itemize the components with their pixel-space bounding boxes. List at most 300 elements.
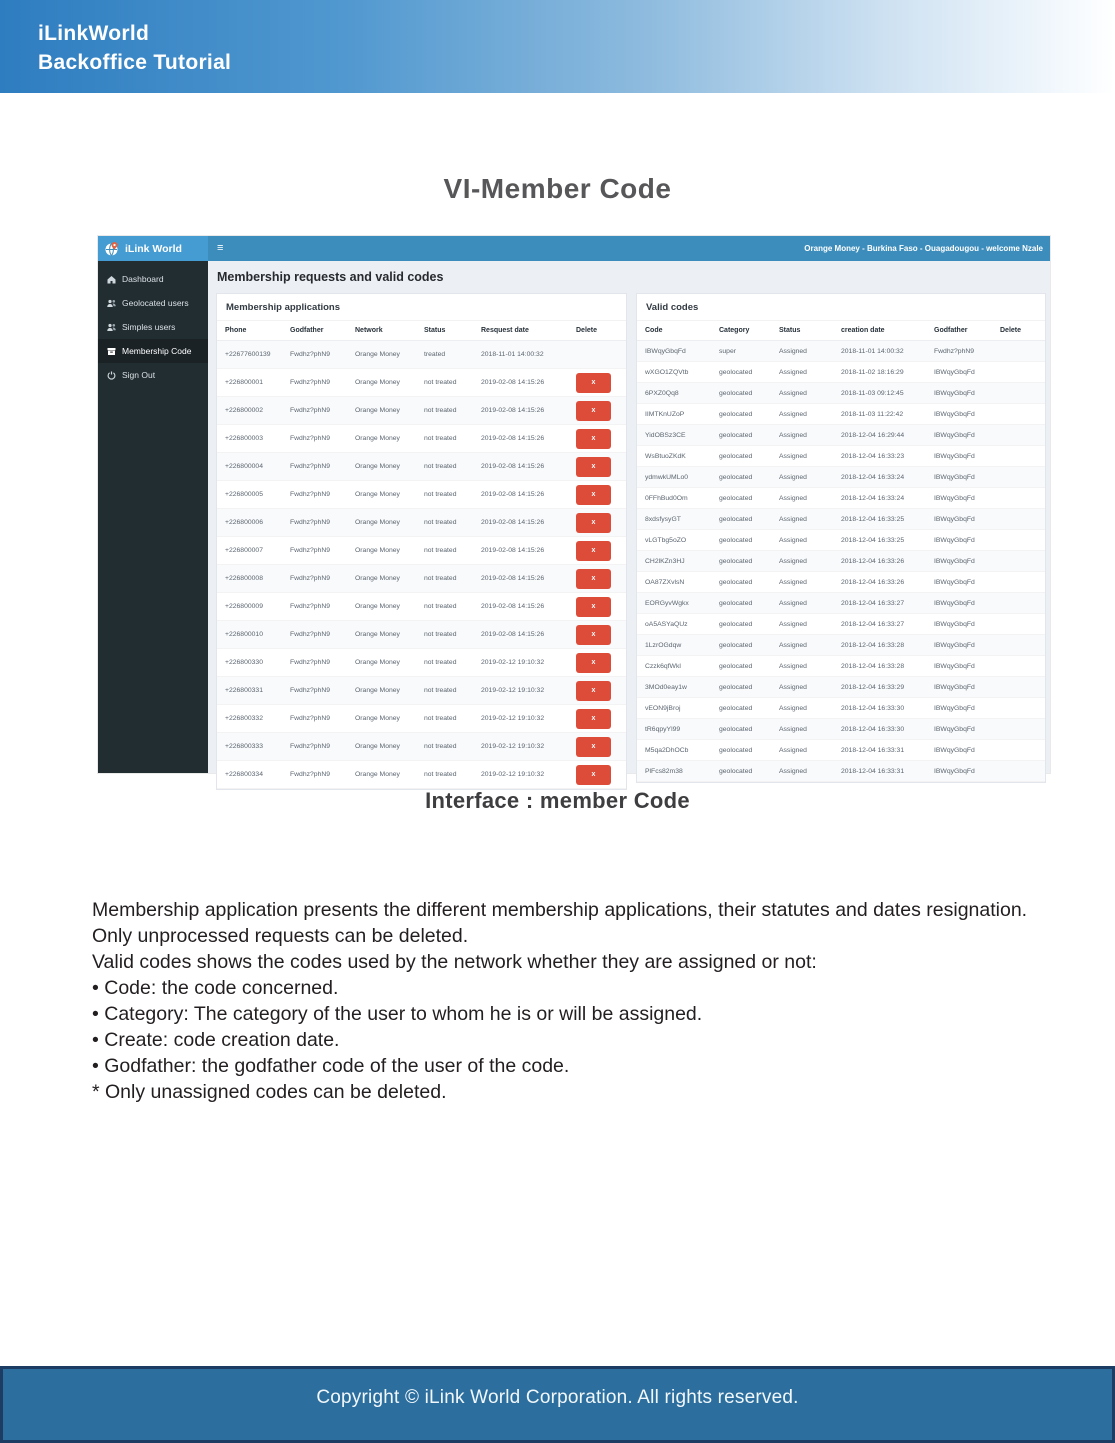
status-cell: not treated: [421, 397, 478, 425]
application-row: [217, 761, 626, 789]
code-delete-cell: [997, 635, 1045, 656]
code-delete-cell: [997, 698, 1045, 719]
delete-cell: [573, 341, 626, 369]
sidebar-item-simples-users[interactable]: [98, 315, 208, 339]
copyright-text: Copyright © iLink World Corporation. All rights reserved.: [316, 1387, 799, 1408]
app-navbar: [98, 236, 1050, 261]
code-status-cell: Assigned: [776, 677, 838, 698]
simples-users-icon: [107, 323, 116, 332]
membership-code-icon: [107, 347, 116, 356]
code-godfather-cell: IBWqyGbqFd: [931, 488, 997, 509]
code-cell: wXGO1ZQVtb: [637, 362, 716, 383]
code-row: [637, 698, 1045, 719]
category-cell: geolocated: [716, 362, 776, 383]
body-text-line: Membership application presents the different membership applications, their statutes and dates resignation. Only unprocessed requests can be deleted.: [92, 899, 1028, 947]
phone-cell: +226800005: [217, 481, 287, 509]
code-delete-cell: [997, 341, 1045, 362]
status-cell: not treated: [421, 509, 478, 537]
code-cell: 0FFhBud0Om: [637, 488, 716, 509]
category-cell: geolocated: [716, 761, 776, 782]
code-cell: 6PXZ0Qq8: [637, 383, 716, 404]
network-cell: Orange Money: [352, 481, 421, 509]
topbar-user-context[interactable]: Orange Money - Burkina Faso - Ouagadougou - welcome Nzale: [804, 244, 1043, 253]
category-cell: geolocated: [716, 488, 776, 509]
delete-cell: [573, 509, 626, 537]
codes-column-header: Code: [637, 321, 716, 341]
creation-date-cell: 2018-12-04 16:33:31: [838, 740, 931, 761]
code-cell: IIMTKnUZoP: [637, 404, 716, 425]
code-godfather-cell: IBWqyGbqFd: [931, 761, 997, 782]
code-godfather-cell: IBWqyGbqFd: [931, 698, 997, 719]
delete-cell: [573, 397, 626, 425]
code-delete-cell: [997, 383, 1045, 404]
code-cell: OA87ZXvlsN: [637, 572, 716, 593]
creation-date-cell: 2018-12-04 16:33:28: [838, 635, 931, 656]
code-row: [637, 362, 1045, 383]
application-row: [217, 733, 626, 761]
delete-cell: [573, 677, 626, 705]
body-text-line: • Create: code creation date.: [92, 1029, 340, 1051]
page-title: VI-Member Code: [443, 173, 672, 204]
application-row: [217, 593, 626, 621]
code-status-cell: Assigned: [776, 593, 838, 614]
code-delete-cell: [997, 404, 1045, 425]
request-date-cell: 2019-02-08 14:15:26: [478, 509, 573, 537]
code-godfather-cell: IBWqyGbqFd: [931, 383, 997, 404]
code-status-cell: Assigned: [776, 404, 838, 425]
godfather-cell: Fwdhz?phN9: [287, 733, 352, 761]
sidebar-item-label: Simples users: [122, 322, 176, 332]
delete-x-button[interactable]: x: [576, 485, 611, 505]
request-date-cell: 2019-02-08 14:15:26: [478, 453, 573, 481]
code-godfather-cell: IBWqyGbqFd: [931, 362, 997, 383]
code-row: [637, 383, 1045, 404]
code-delete-cell: [997, 593, 1045, 614]
status-cell: not treated: [421, 705, 478, 733]
phone-cell: +226800330: [217, 649, 287, 677]
code-row: [637, 530, 1045, 551]
category-cell: geolocated: [716, 719, 776, 740]
delete-x-button[interactable]: x: [576, 709, 611, 729]
code-cell: CH2lKZn3HJ: [637, 551, 716, 572]
code-cell: 8xdsfysyGT: [637, 509, 716, 530]
delete-x-button[interactable]: x: [576, 429, 611, 449]
codes-column-header: Godfather: [931, 321, 997, 341]
category-cell: geolocated: [716, 656, 776, 677]
godfather-cell: Fwdhz?phN9: [287, 593, 352, 621]
delete-cell: [573, 481, 626, 509]
network-cell: Orange Money: [352, 425, 421, 453]
app-brand-label: iLink World: [125, 242, 182, 255]
delete-x-button[interactable]: x: [576, 373, 611, 393]
status-cell: not treated: [421, 565, 478, 593]
code-cell: Czzk6qfWkl: [637, 656, 716, 677]
category-cell: geolocated: [716, 698, 776, 719]
code-godfather-cell: IBWqyGbqFd: [931, 614, 997, 635]
creation-date-cell: 2018-12-04 16:33:26: [838, 551, 931, 572]
status-cell: not treated: [421, 621, 478, 649]
application-row: [217, 705, 626, 733]
request-date-cell: 2019-02-12 19:10:32: [478, 705, 573, 733]
creation-date-cell: 2018-12-04 16:33:30: [838, 698, 931, 719]
delete-x-button[interactable]: x: [576, 569, 611, 589]
code-delete-cell: [997, 677, 1045, 698]
code-row: [637, 446, 1045, 467]
code-cell: vLGTbg5oZO: [637, 530, 716, 551]
delete-cell: [573, 453, 626, 481]
application-row: [217, 621, 626, 649]
code-row: [637, 656, 1045, 677]
code-cell: tR6qpyYl99: [637, 719, 716, 740]
body-text-line: • Code: the code concerned.: [92, 977, 339, 999]
valid-codes-panel-title: Valid codes: [637, 294, 1045, 321]
phone-cell: +226800006: [217, 509, 287, 537]
status-cell: not treated: [421, 593, 478, 621]
category-cell: geolocated: [716, 551, 776, 572]
code-cell: M5qa2DhOCb: [637, 740, 716, 761]
applications-column-header: Godfather: [287, 321, 352, 341]
delete-cell: [573, 537, 626, 565]
creation-date-cell: 2018-12-04 16:33:29: [838, 677, 931, 698]
creation-date-cell: 2018-12-04 16:33:26: [838, 572, 931, 593]
godfather-cell: Fwdhz?phN9: [287, 649, 352, 677]
delete-x-button[interactable]: x: [576, 541, 611, 561]
application-row: [217, 509, 626, 537]
request-date-cell: 2019-02-08 14:15:26: [478, 397, 573, 425]
network-cell: Orange Money: [352, 341, 421, 369]
category-cell: super: [716, 341, 776, 362]
creation-date-cell: 2018-12-04 16:33:27: [838, 593, 931, 614]
delete-x-button[interactable]: x: [576, 457, 611, 477]
application-row: [217, 453, 626, 481]
globe-pin-logo-icon: [104, 241, 120, 257]
code-delete-cell: [997, 362, 1045, 383]
code-row: [637, 614, 1045, 635]
code-godfather-cell: IBWqyGbqFd: [931, 635, 997, 656]
sidebar-item-label: Geolocated users: [122, 298, 189, 308]
network-cell: Orange Money: [352, 705, 421, 733]
sidebar-item-label: Dashboard: [122, 274, 164, 284]
banner-title: iLinkWorld: [38, 22, 150, 45]
godfather-cell: Fwdhz?phN9: [287, 397, 352, 425]
godfather-cell: Fwdhz?phN9: [287, 621, 352, 649]
body-text-line: Valid codes shows the codes used by the network whether they are assigned or not:: [92, 951, 817, 973]
codes-column-header: Category: [716, 321, 776, 341]
code-godfather-cell: IBWqyGbqFd: [931, 467, 997, 488]
code-status-cell: Assigned: [776, 635, 838, 656]
app-logo[interactable]: [98, 236, 208, 261]
code-delete-cell: [997, 530, 1045, 551]
status-cell: not treated: [421, 649, 478, 677]
code-delete-cell: [997, 572, 1045, 593]
creation-date-cell: 2018-12-04 16:33:31: [838, 761, 931, 782]
network-cell: Orange Money: [352, 593, 421, 621]
code-row: [637, 488, 1045, 509]
code-cell: IBWqyGbqFd: [637, 341, 716, 362]
status-cell: not treated: [421, 677, 478, 705]
creation-date-cell: 2018-11-02 18:16:29: [838, 362, 931, 383]
codes-column-header: Delete: [997, 321, 1045, 341]
code-delete-cell: [997, 761, 1045, 782]
code-godfather-cell: IBWqyGbqFd: [931, 404, 997, 425]
godfather-cell: Fwdhz?phN9: [287, 425, 352, 453]
network-cell: Orange Money: [352, 565, 421, 593]
status-cell: not treated: [421, 425, 478, 453]
code-delete-cell: [997, 446, 1045, 467]
code-row: [637, 677, 1045, 698]
code-status-cell: Assigned: [776, 740, 838, 761]
code-cell: vEON9jBroj: [637, 698, 716, 719]
code-cell: ydmwkUMLo0: [637, 467, 716, 488]
network-cell: Orange Money: [352, 369, 421, 397]
network-cell: Orange Money: [352, 761, 421, 789]
category-cell: geolocated: [716, 425, 776, 446]
status-cell: not treated: [421, 453, 478, 481]
category-cell: geolocated: [716, 446, 776, 467]
banner-subtitle: Backoffice Tutorial: [38, 51, 232, 74]
network-cell: Orange Money: [352, 733, 421, 761]
document-footer: [0, 1366, 1115, 1443]
code-godfather-cell: IBWqyGbqFd: [931, 677, 997, 698]
delete-x-button[interactable]: x: [576, 401, 611, 421]
creation-date-cell: 2018-12-04 16:33:30: [838, 719, 931, 740]
status-cell: not treated: [421, 761, 478, 789]
code-row: [637, 635, 1045, 656]
status-cell: not treated: [421, 733, 478, 761]
status-cell: not treated: [421, 369, 478, 397]
application-row: [217, 425, 626, 453]
delete-cell: [573, 705, 626, 733]
request-date-cell: 2019-02-12 19:10:32: [478, 649, 573, 677]
applications-column-header: Phone: [217, 321, 287, 341]
code-godfather-cell: Fwdhz?phN9: [931, 341, 997, 362]
delete-cell: [573, 649, 626, 677]
phone-cell: +226800004: [217, 453, 287, 481]
code-status-cell: Assigned: [776, 656, 838, 677]
code-status-cell: Assigned: [776, 614, 838, 635]
code-godfather-cell: IBWqyGbqFd: [931, 656, 997, 677]
network-cell: Orange Money: [352, 453, 421, 481]
phone-cell: +226800001: [217, 369, 287, 397]
phone-cell: +226800332: [217, 705, 287, 733]
code-status-cell: Assigned: [776, 488, 838, 509]
status-cell: treated: [421, 341, 478, 369]
code-row: [637, 740, 1045, 761]
godfather-cell: Fwdhz?phN9: [287, 509, 352, 537]
code-delete-cell: [997, 551, 1045, 572]
code-status-cell: Assigned: [776, 698, 838, 719]
delete-cell: [573, 565, 626, 593]
status-cell: not treated: [421, 481, 478, 509]
code-delete-cell: [997, 509, 1045, 530]
code-godfather-cell: IBWqyGbqFd: [931, 593, 997, 614]
creation-date-cell: 2018-12-04 16:33:24: [838, 488, 931, 509]
godfather-cell: Fwdhz?phN9: [287, 677, 352, 705]
valid-codes-table: [637, 321, 1045, 782]
app-content: [208, 261, 1050, 778]
category-cell: geolocated: [716, 593, 776, 614]
applications-column-header: Network: [352, 321, 421, 341]
network-cell: Orange Money: [352, 397, 421, 425]
delete-cell: [573, 733, 626, 761]
creation-date-cell: 2018-12-04 16:33:24: [838, 467, 931, 488]
delete-x-button[interactable]: x: [576, 765, 611, 785]
code-status-cell: Assigned: [776, 383, 838, 404]
phone-cell: +22677600139: [217, 341, 287, 369]
code-row: [637, 404, 1045, 425]
delete-x-button[interactable]: x: [576, 597, 611, 617]
application-row: [217, 341, 626, 369]
creation-date-cell: 2018-12-04 16:33:25: [838, 509, 931, 530]
sidebar-item-sign-out[interactable]: [98, 363, 208, 387]
network-cell: Orange Money: [352, 649, 421, 677]
code-status-cell: Assigned: [776, 467, 838, 488]
category-cell: geolocated: [716, 404, 776, 425]
godfather-cell: Fwdhz?phN9: [287, 761, 352, 789]
category-cell: geolocated: [716, 614, 776, 635]
request-date-cell: 2018-11-01 14:00:32: [478, 341, 573, 369]
network-cell: Orange Money: [352, 537, 421, 565]
code-row: [637, 509, 1045, 530]
body-text-line: • Category: The category of the user to whom he is or will be assigned.: [92, 1003, 703, 1025]
delete-x-button[interactable]: x: [576, 737, 611, 757]
category-cell: geolocated: [716, 677, 776, 698]
creation-date-cell: 2018-12-04 16:33:28: [838, 656, 931, 677]
code-delete-cell: [997, 740, 1045, 761]
code-godfather-cell: IBWqyGbqFd: [931, 572, 997, 593]
sidebar-item-dashboard[interactable]: [98, 267, 208, 291]
content-heading: Membership requests and valid codes: [217, 270, 444, 284]
godfather-cell: Fwdhz?phN9: [287, 369, 352, 397]
phone-cell: +226800333: [217, 733, 287, 761]
request-date-cell: 2019-02-08 14:15:26: [478, 425, 573, 453]
godfather-cell: Fwdhz?phN9: [287, 565, 352, 593]
network-cell: Orange Money: [352, 509, 421, 537]
category-cell: geolocated: [716, 467, 776, 488]
category-cell: geolocated: [716, 572, 776, 593]
delete-x-button[interactable]: x: [576, 625, 611, 645]
request-date-cell: 2019-02-08 14:15:26: [478, 621, 573, 649]
godfather-cell: Fwdhz?phN9: [287, 341, 352, 369]
phone-cell: +226800009: [217, 593, 287, 621]
code-status-cell: Assigned: [776, 446, 838, 467]
request-date-cell: 2019-02-08 14:15:26: [478, 593, 573, 621]
request-date-cell: 2019-02-12 19:10:32: [478, 761, 573, 789]
category-cell: geolocated: [716, 530, 776, 551]
app-screenshot: [98, 236, 1050, 778]
applications-header-row: [217, 321, 626, 341]
code-status-cell: Assigned: [776, 530, 838, 551]
code-row: [637, 719, 1045, 740]
code-status-cell: Assigned: [776, 572, 838, 593]
creation-date-cell: 2018-11-01 14:00:32: [838, 341, 931, 362]
request-date-cell: 2019-02-08 14:15:26: [478, 565, 573, 593]
phone-cell: +226800331: [217, 677, 287, 705]
geolocated-users-icon: [107, 299, 116, 308]
code-godfather-cell: IBWqyGbqFd: [931, 530, 997, 551]
category-cell: geolocated: [716, 509, 776, 530]
application-row: [217, 565, 626, 593]
valid-codes-panel: [636, 293, 1046, 783]
applications-column-header: Status: [421, 321, 478, 341]
applications-column-header: Delete: [573, 321, 626, 341]
code-row: [637, 467, 1045, 488]
delete-x-button[interactable]: x: [576, 681, 611, 701]
delete-cell: [573, 425, 626, 453]
figure-caption: Interface : member Code: [425, 788, 690, 813]
code-status-cell: Assigned: [776, 341, 838, 362]
code-row: [637, 425, 1045, 446]
sidebar-item-label: Sign Out: [122, 370, 156, 380]
application-row: [217, 649, 626, 677]
code-row: [637, 761, 1045, 782]
application-row: [217, 397, 626, 425]
creation-date-cell: 2018-12-04 16:33:27: [838, 614, 931, 635]
code-cell: 3MOd0eay1w: [637, 677, 716, 698]
delete-cell: [573, 621, 626, 649]
godfather-cell: Fwdhz?phN9: [287, 705, 352, 733]
creation-date-cell: 2018-12-04 16:33:25: [838, 530, 931, 551]
applications-column-header: Resquest date: [478, 321, 573, 341]
codes-column-header: creation date: [838, 321, 931, 341]
app-sidebar: [98, 261, 208, 773]
phone-cell: +226800334: [217, 761, 287, 789]
delete-cell: [573, 593, 626, 621]
code-delete-cell: [997, 719, 1045, 740]
code-godfather-cell: IBWqyGbqFd: [931, 509, 997, 530]
code-delete-cell: [997, 488, 1045, 509]
creation-date-cell: 2018-11-03 09:12:45: [838, 383, 931, 404]
code-delete-cell: [997, 425, 1045, 446]
godfather-cell: Fwdhz?phN9: [287, 481, 352, 509]
code-row: [637, 593, 1045, 614]
applications-table: [217, 321, 626, 789]
code-godfather-cell: IBWqyGbqFd: [931, 425, 997, 446]
phone-cell: +226800007: [217, 537, 287, 565]
sidebar-item-membership-code[interactable]: [98, 339, 208, 363]
network-cell: Orange Money: [352, 677, 421, 705]
delete-x-button[interactable]: x: [576, 513, 611, 533]
code-status-cell: Assigned: [776, 509, 838, 530]
code-cell: 1LzrOGdqw: [637, 635, 716, 656]
hamburger-menu-icon[interactable]: ≡: [217, 242, 224, 254]
sidebar-item-geolocated-users[interactable]: [98, 291, 208, 315]
sign-out-icon: [107, 371, 116, 380]
application-row: [217, 537, 626, 565]
delete-cell: [573, 369, 626, 397]
delete-cell: [573, 761, 626, 789]
body-text-line: • Godfather: the godfather code of the user of the code.: [92, 1055, 570, 1077]
document-header-banner: [0, 0, 1115, 93]
phone-cell: +226800008: [217, 565, 287, 593]
status-cell: not treated: [421, 537, 478, 565]
code-status-cell: Assigned: [776, 425, 838, 446]
network-cell: Orange Money: [352, 621, 421, 649]
delete-x-button[interactable]: x: [576, 653, 611, 673]
request-date-cell: 2019-02-12 19:10:32: [478, 733, 573, 761]
category-cell: geolocated: [716, 635, 776, 656]
application-row: [217, 481, 626, 509]
application-row: [217, 369, 626, 397]
code-status-cell: Assigned: [776, 719, 838, 740]
code-status-cell: Assigned: [776, 551, 838, 572]
request-date-cell: 2019-02-08 14:15:26: [478, 481, 573, 509]
code-status-cell: Assigned: [776, 362, 838, 383]
category-cell: geolocated: [716, 383, 776, 404]
code-cell: oA5ASYaQUz: [637, 614, 716, 635]
creation-date-cell: 2018-12-04 16:29:44: [838, 425, 931, 446]
codes-column-header: Status: [776, 321, 838, 341]
